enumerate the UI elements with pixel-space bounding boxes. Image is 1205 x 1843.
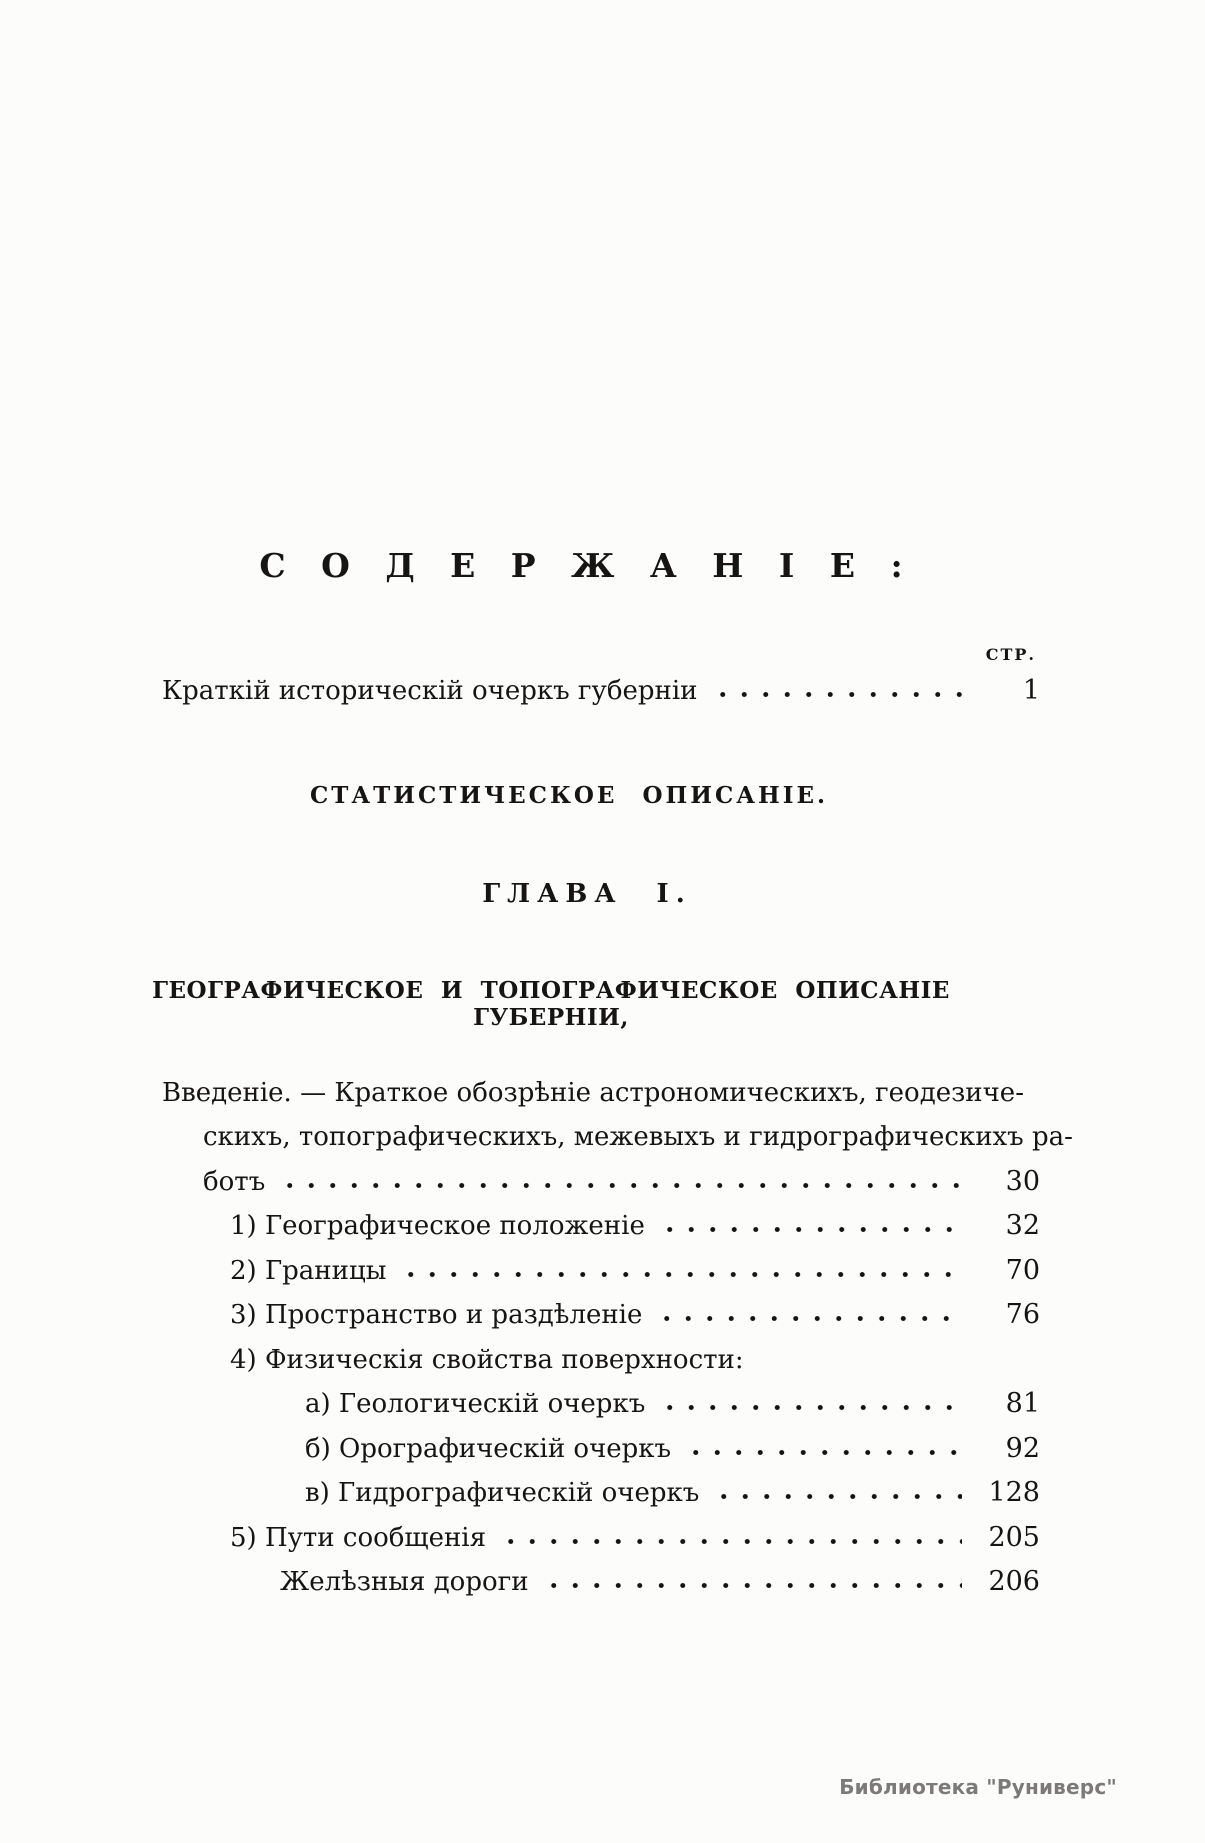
toc-entry-text: 2) Границы [230,1255,387,1286]
dot-leader [500,1535,962,1548]
dot-leader [656,1312,962,1325]
chapter-subtitle: ГЕОГРАФИЧЕСКОЕ И ТОПОГРАФИЧЕСКОЕ ОПИСАНІЕ ГУБЕРНІИ, [152,977,950,1031]
dot-leader [758,1357,962,1370]
section-heading: СТАТИСТИЧЕСКОЕ ОПИСАНІЕ. [309,782,829,809]
dot-leader [543,1579,962,1592]
toc-row-orograficheskiy-ocherk [162,1422,1040,1467]
toc-row-zheleznyya-dorogi [162,1556,1040,1601]
toc-entry-text: 4) Физическія свойства поверхности: [230,1344,744,1375]
toc-entry-page: 128 [988,1477,1040,1508]
toc-row-vvedenie-line3 [162,1155,1040,1200]
dot-leader [713,1490,962,1503]
toc-row-puti-soobshcheniya [162,1511,1040,1556]
runivers-library-watermark: Библиотека "Руниверс" [839,1775,1117,1799]
toc-row-granitsy [162,1244,1040,1289]
toc-row-vvedenie-line2 [162,1111,1073,1156]
dot-leader [400,1268,962,1281]
dot-leader [685,1446,962,1459]
toc-entry-text: а) Геологическій очеркъ [305,1389,646,1419]
toc-entry-text: в) Гидрографическій очеркъ [305,1478,700,1508]
toc-entry-text: Введеніе. — Краткое обозрѣніе астрономическихъ, геодезиче- [162,1077,1024,1108]
dot-leader [712,688,962,701]
toc-row-gidrograficheskiy-ocherk [162,1467,1040,1512]
toc-entry-text: ботъ [203,1166,266,1197]
chapter-heading: ГЛАВА I. [482,879,692,909]
toc-entry-page: 81 [1005,1388,1040,1419]
toc-entry-text: 3) Пространство и раздѣленіе [230,1300,643,1330]
toc-row-prostranstvo [162,1289,1040,1334]
toc-list [162,1066,1073,1600]
toc-entry-page: 205 [988,1521,1040,1553]
page-column-label: СТР. [985,645,1036,664]
toc-entry-page: 1 [1022,675,1040,706]
toc-entry-text: Желѣзныя дороги [280,1567,529,1597]
toc-row-geograficheskoe-polozhenie [162,1200,1040,1245]
toc-entry-text: 5) Пути сообщенія [230,1522,487,1553]
page-title: С О Д Е Р Ж А Н І Е : [259,546,915,585]
dot-leader [659,1401,962,1414]
toc-entry-page: 76 [1005,1299,1040,1330]
toc-entry-text: Краткій историческій очеркъ губерніи [162,676,698,706]
dot-leader [659,1223,962,1236]
toc-entry-text: скихъ, топографическихъ, межевыхъ и гидрографическихъ ра- [203,1122,1073,1152]
toc-row-kratkiy-ocherk [162,666,1040,706]
toc-entry-page: 70 [1005,1254,1040,1286]
toc-entry-page: 206 [988,1566,1040,1597]
toc-entry-page: 32 [1005,1210,1040,1241]
toc-row-geologicheskiy-ocherk [162,1378,1040,1423]
toc-row-vvedenie-line1 [162,1066,1040,1111]
toc-row-fizicheskiya-svoystva [162,1333,1040,1378]
toc-entry-text: б) Орографическій очеркъ [305,1433,672,1464]
toc-entry-page: 30 [1005,1165,1040,1197]
dot-leader [279,1179,962,1192]
toc-entry-page: 92 [1005,1432,1040,1464]
toc-entry-text: 1) Географическое положеніе [230,1211,645,1241]
